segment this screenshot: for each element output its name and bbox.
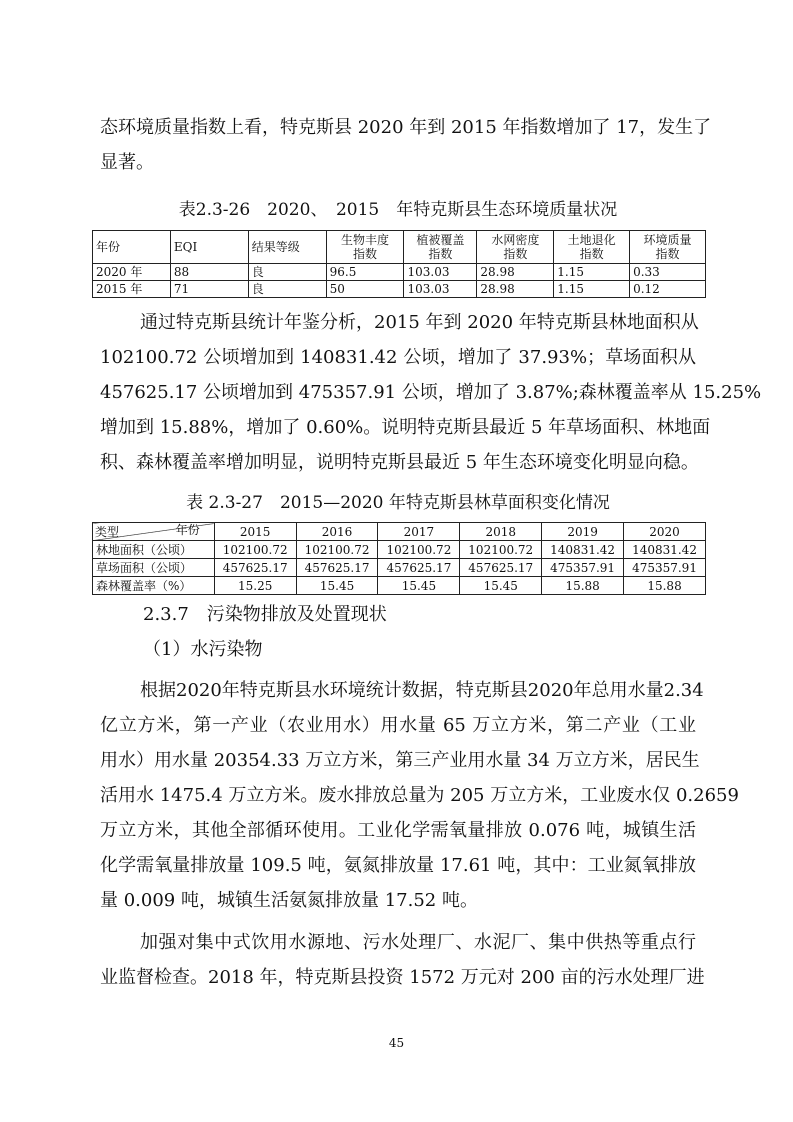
table-cell: 1.15 <box>554 281 630 298</box>
table-27 <box>92 522 706 595</box>
table-26-header-cell: 年份 <box>93 231 171 264</box>
table-cell: 457625.17 <box>378 559 460 577</box>
table-26-header-cell: 土地退化 指数 <box>554 231 630 264</box>
text-line: 增加到 15.88%，增加了 0.60%。说明特克斯县最近 5 年草场面积、林地面 <box>100 417 711 438</box>
text-line: 亿立方米，第一产业（农业用水）用水量 65 万立方米，第二产业（工业 <box>100 715 696 736</box>
table-cell: 103.03 <box>404 264 477 281</box>
row-label: 森林覆盖率（%） <box>93 577 215 595</box>
table-cell: 2015 年 <box>93 281 171 298</box>
table-row <box>93 577 706 595</box>
table-cell: 15.45 <box>378 577 460 595</box>
table-cell: 475357.91 <box>624 559 706 577</box>
text-line: 化学需氧量排放量 109.5 吨，氨氮排放量 17.61 吨，其中：工业氮氧排放 <box>100 855 696 876</box>
table-cell: 71 <box>170 281 248 298</box>
table-27-corner-cell <box>93 523 215 541</box>
intro-line-1: 态环境质量指数上看，特克斯县 2020 年到 2015 年指数增加了 17，发生了 <box>100 117 712 138</box>
page-number: 45 <box>388 1036 405 1050</box>
table-26-header-cell: 植被覆盖 指数 <box>404 231 477 264</box>
text-line: 量 0.009 吨，城镇生活氨氮排放量 17.52 吨。 <box>100 890 478 911</box>
text-line: 活用水 1475.4 万立方米。废水排放总量为 205 万立方米，工业废水仅 0.2659 <box>100 785 739 806</box>
text-line: 积、森林覆盖率增加明显，说明特克斯县最近 5 年生态环境变化明显向稳。 <box>100 452 699 473</box>
table-cell: 15.45 <box>460 577 542 595</box>
table-row <box>93 541 706 559</box>
table-cell: 140831.42 <box>624 541 706 559</box>
text-line: 用水）用水量 20354.33 万立方米，第三产业用水量 34 万立方米，居民生 <box>100 750 700 771</box>
table-27-caption: 表 2.3-27 2015—2020 年特克斯县林草面积变化情况 <box>186 493 610 513</box>
intro-paragraph <box>100 110 712 180</box>
table-row <box>93 281 706 298</box>
table-row <box>93 264 706 281</box>
text-line: 万立方米，其他全部循环使用。工业化学需氧量排放 0.076 吨，城镇生活 <box>100 820 696 841</box>
intro-line-2: 显著。 <box>100 152 154 173</box>
text-line: 业监督检查。2018 年，特克斯县投资 1572 万元对 200 亩的污水处理厂进 <box>100 967 705 988</box>
table-cell: 140831.42 <box>542 541 624 559</box>
table-cell: 96.5 <box>326 264 404 281</box>
supervision-paragraph <box>100 925 705 995</box>
row-label: 草场面积（公顷） <box>93 559 215 577</box>
year-header: 2020 <box>624 523 706 541</box>
table-cell: 0.33 <box>630 264 706 281</box>
table-cell: 2020 年 <box>93 264 171 281</box>
year-header: 2018 <box>460 523 542 541</box>
text-line: 457625.17 公顷增加到 475357.91 公顷，增加了 3.87%;森林覆盖率从 15.25% <box>100 382 762 403</box>
year-header: 2017 <box>378 523 460 541</box>
text-line: 根据2020年特克斯县水环境统计数据，特克斯县2020年总用水量2.34 <box>140 680 704 701</box>
table-cell: 103.03 <box>404 281 477 298</box>
text-line: 102100.72 公顷增加到 140831.42 公顷，增加了 37.93%；草场面积从 <box>100 347 696 368</box>
table-26-header-cell: 生物丰度 指数 <box>326 231 404 264</box>
year-header: 2015 <box>214 523 296 541</box>
table-cell: 15.88 <box>624 577 706 595</box>
table-cell: 50 <box>326 281 404 298</box>
table-cell: 良 <box>248 264 326 281</box>
table-cell: 15.45 <box>296 577 378 595</box>
row-label: 林地面积（公顷） <box>93 541 215 559</box>
table-26-header-cell: 结果等级 <box>248 231 326 264</box>
table-cell: 102100.72 <box>378 541 460 559</box>
table-cell: 457625.17 <box>214 559 296 577</box>
table-cell: 28.98 <box>477 264 554 281</box>
corner-year-label: 年份 <box>175 523 200 537</box>
table-cell: 88 <box>170 264 248 281</box>
table-cell: 102100.72 <box>296 541 378 559</box>
table-cell: 457625.17 <box>296 559 378 577</box>
table-row <box>93 559 706 577</box>
table-26-header-cell: 水网密度 指数 <box>477 231 554 264</box>
table-cell: 457625.17 <box>460 559 542 577</box>
table-cell: 15.25 <box>214 577 296 595</box>
subsection-heading: （1）水污染物 <box>143 639 263 660</box>
year-header: 2019 <box>542 523 624 541</box>
corner-type-label: 类型 <box>95 525 120 539</box>
table-26-header-cell: EQI <box>170 231 248 264</box>
table-27-header-row <box>93 523 706 541</box>
section-heading: 2.3.7 污染物排放及处置现状 <box>143 604 387 625</box>
table-cell: 良 <box>248 281 326 298</box>
table-26 <box>92 230 706 298</box>
table-cell: 1.15 <box>554 264 630 281</box>
table-26-header-cell: 环境质量 指数 <box>630 231 706 264</box>
table-cell: 28.98 <box>477 281 554 298</box>
text-line: 通过特克斯县统计年鉴分析，2015 年到 2020 年特克斯县林地面积从 <box>140 312 699 333</box>
table-cell: 0.12 <box>630 281 706 298</box>
table-26-header-row <box>93 231 706 264</box>
water-statistics-paragraph <box>100 673 739 918</box>
forest-analysis-paragraph <box>100 305 762 480</box>
table-cell: 102100.72 <box>460 541 542 559</box>
table-26-caption: 表2.3-26 2020、 2015 年特克斯县生态环境质量状况 <box>178 200 618 220</box>
text-line: 加强对集中式饮用水源地、污水处理厂、水泥厂、集中供热等重点行 <box>140 932 696 953</box>
year-header: 2016 <box>296 523 378 541</box>
table-cell: 102100.72 <box>214 541 296 559</box>
table-cell: 15.88 <box>542 577 624 595</box>
table-cell: 475357.91 <box>542 559 624 577</box>
